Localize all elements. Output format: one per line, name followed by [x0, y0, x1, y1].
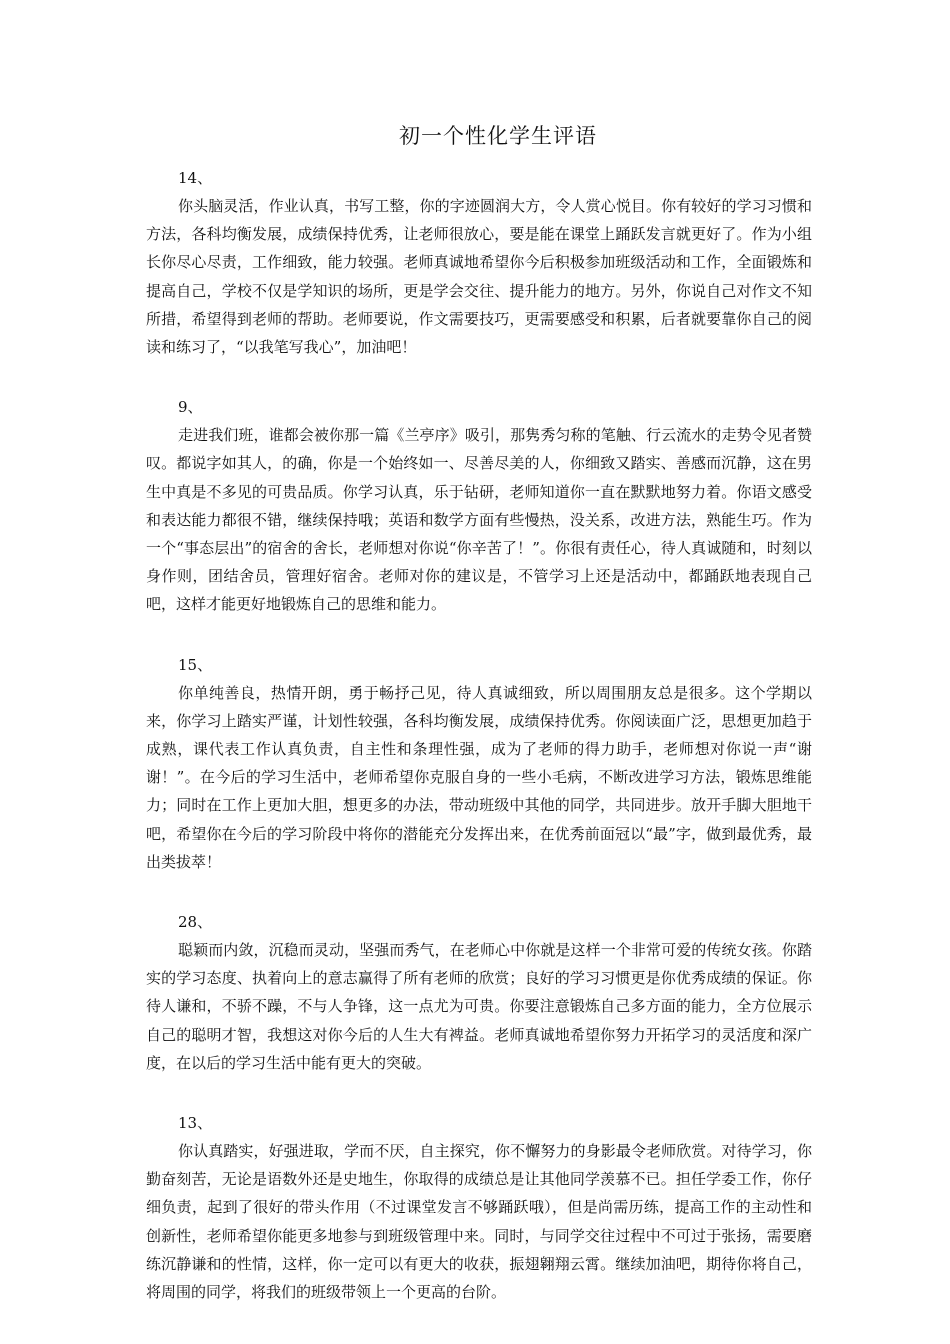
- entry-number: 28、: [178, 913, 213, 932]
- comment-entry-15: [146, 651, 812, 876]
- comment-entry-9: [146, 393, 812, 618]
- entry-text: 你认真踏实，好强进取，学而不厌，自主探究，你不懈努力的身影最令老师欣赏。对待学习，你勤奋刻苦，无论是语数外还是史地生，你取得的成绩总是让其他同学羡慕不已。担任学委工作，你仔细负责，起到了很好的带头作用（不过课堂发言不够踊跃哦），但是尚需历练，提高工作的主动性和创新性，老师希望你能更多地参与到班级管理中来。同时，与同学交往过程中不可过于张扬，需要磨练沉静谦和的性情，这样，你一定可以有更大的收获，振翅翱翔云霄。继续加油吧，期待你将自己，将周围的同学，将我们的班级带领上一个更高的台阶。: [146, 1142, 812, 1302]
- comment-entry-14: [146, 164, 812, 361]
- document-body: [146, 164, 812, 1306]
- entry-number: 13、: [178, 1114, 213, 1133]
- entry-number: 15、: [178, 655, 213, 674]
- entry-number: 14、: [178, 169, 213, 187]
- comment-entry-28: [146, 908, 812, 1077]
- comment-entry-13: [146, 1109, 812, 1306]
- entry-text: 走进我们班，谁都会被你那一篇《兰亭序》吸引，那隽秀匀称的笔触、行云流水的走势令见者赞叹。都说字如其人，的确，你是一个始终如一、尽善尽美的人，你细致又踏实、善感而沉静，这在男生中真是不多见的可贵品质。你学习认真，乐于钻研，老师知道你一直在默默地努力着。你语文感受和表达能力都很不错，继续保持哦；英语和数学方面有些慢热，没关系，改进方法，熟能生巧。作为一个“事态层出”的宿舍的舍长，老师想对你说“你辛苦了！”。你很有责任心，待人真诚随和，时刻以身作则，团结舍员，管理好宿舍。老师对你的建议是，不管学习上还是活动中，都踊跃地表现自己吧，这样才能更好地锻炼自己的思维和能力。: [146, 426, 812, 614]
- entry-number: 9、: [178, 398, 203, 417]
- entry-text: 你头脑灵活，作业认真，书写工整，你的字迹圆润大方，令人赏心悦目。你有较好的学习习惯和方法，各科均衡发展，成绩保持优秀，让老师很放心，要是能在课堂上踊跃发言就更好了。作为小组长你尽心尽责，工作细致，能力较强。老师真诚地希望你今后积极参加班级活动和工作，全面锻炼和提高自己，学校不仅是学知识的场所，更是学会交往、提升能力的地方。另外，你说自己对作文不知所措，希望得到老师的帮助。老师要说，作文需要技巧，更需要感受和积累，后者就要靠你自己的阅读和练习了，“以我笔写我心”，加油吧！: [146, 197, 812, 357]
- page-title: 初一个性化学生评语: [399, 124, 597, 148]
- entry-text: 你单纯善良，热情开朗，勇于畅抒己见，待人真诚细致，所以周围朋友总是很多。这个学期以来，你学习上踏实严谨，计划性较强，各科均衡发展，成绩保持优秀。你阅读面广泛，思想更加趋于成熟，课代表工作认真负责，自主性和条理性强，成为了老师的得力助手，老师想对你说一声“谢谢！”。在今后的学习生活中，老师希望你克服自身的一些小毛病，不断改进学习方法，锻炼思维能力；同时在工作上更加大胆，想更多的办法，带动班级中其他的同学，共同进步。放开手脚大胆地干吧，希望你在今后的学习阶段中将你的潜能充分发挥出来，在优秀前面冠以“最”字，做到最优秀，最出类拔萃！: [146, 683, 812, 871]
- entry-text: 聪颖而内敛，沉稳而灵动，坚强而秀气，在老师心中你就是这样一个非常可爱的传统女孩。你踏实的学习态度、执着向上的意志赢得了所有老师的欣赏；良好的学习习惯更是你优秀成绩的保证。你待人谦和，不骄不躁，不与人争锋，这一点尤为可贵。你要注意锻炼自己多方面的能力，全方位展示自己的聪明才智，我想这对你今后的人生大有裨益。老师真诚地希望你努力开拓学习的灵活度和深广度，在以后的学习生活中能有更大的突破。: [146, 941, 812, 1072]
